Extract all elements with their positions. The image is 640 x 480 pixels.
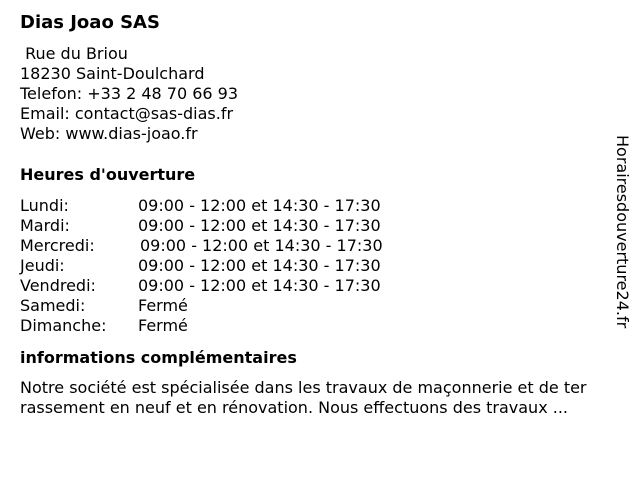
hours-day: Samedi: [20, 296, 86, 315]
email-address[interactable]: Email: contact@sas-dias.fr [20, 104, 234, 123]
website-url[interactable]: Web: www.dias-joao.fr [20, 124, 198, 143]
hours-row-samedi [20, 296, 620, 316]
hours-time: 09:00 - 12:00 et 14:30 - 17:30 [140, 236, 383, 255]
hours-row-lundi [20, 196, 620, 216]
additional-info-title: informations complémentaires [20, 348, 297, 367]
hours-day: Jeudi: [20, 256, 65, 275]
hours-day: Mardi: [20, 216, 70, 235]
hours-row-mardi [20, 216, 620, 236]
hours-time: 09:00 - 12:00 et 14:30 - 17:30 [138, 216, 381, 235]
hours-row-jeudi [20, 256, 620, 276]
opening-hours-table [20, 196, 620, 336]
hours-time: 09:00 - 12:00 et 14:30 - 17:30 [138, 196, 381, 215]
hours-day: Vendredi: [20, 276, 96, 295]
hours-day: Dimanche: [20, 316, 107, 335]
city-address: 18230 Saint-Doulchard [20, 64, 205, 83]
hours-time: Fermé [138, 316, 188, 335]
opening-hours-title: Heures d'ouverture [20, 165, 196, 184]
hours-row-vendredi [20, 276, 620, 296]
hours-time: 09:00 - 12:00 et 14:30 - 17:30 [138, 256, 381, 275]
brand-watermark: Horairesdouverture24.fr [613, 135, 632, 329]
hours-row-mercredi [20, 236, 620, 256]
hours-day: Mercredi: [20, 236, 95, 255]
business-card [20, 10, 620, 418]
description-line-2: rassement en neuf et en rénovation. Nous effectuons des travaux ... [20, 398, 569, 417]
company-name: Dias Joao SAS [20, 12, 160, 33]
phone-number[interactable]: Telefon: +33 2 48 70 66 93 [20, 84, 239, 103]
hours-time: 09:00 - 12:00 et 14:30 - 17:30 [138, 276, 381, 295]
hours-time: Fermé [138, 296, 188, 315]
hours-row-dimanche [20, 316, 620, 336]
street-address: Rue du Briou [20, 44, 128, 63]
description-line-1: Notre société est spécialisée dans les travaux de maçonnerie et de ter [20, 378, 587, 397]
hours-day: Lundi: [20, 196, 69, 215]
